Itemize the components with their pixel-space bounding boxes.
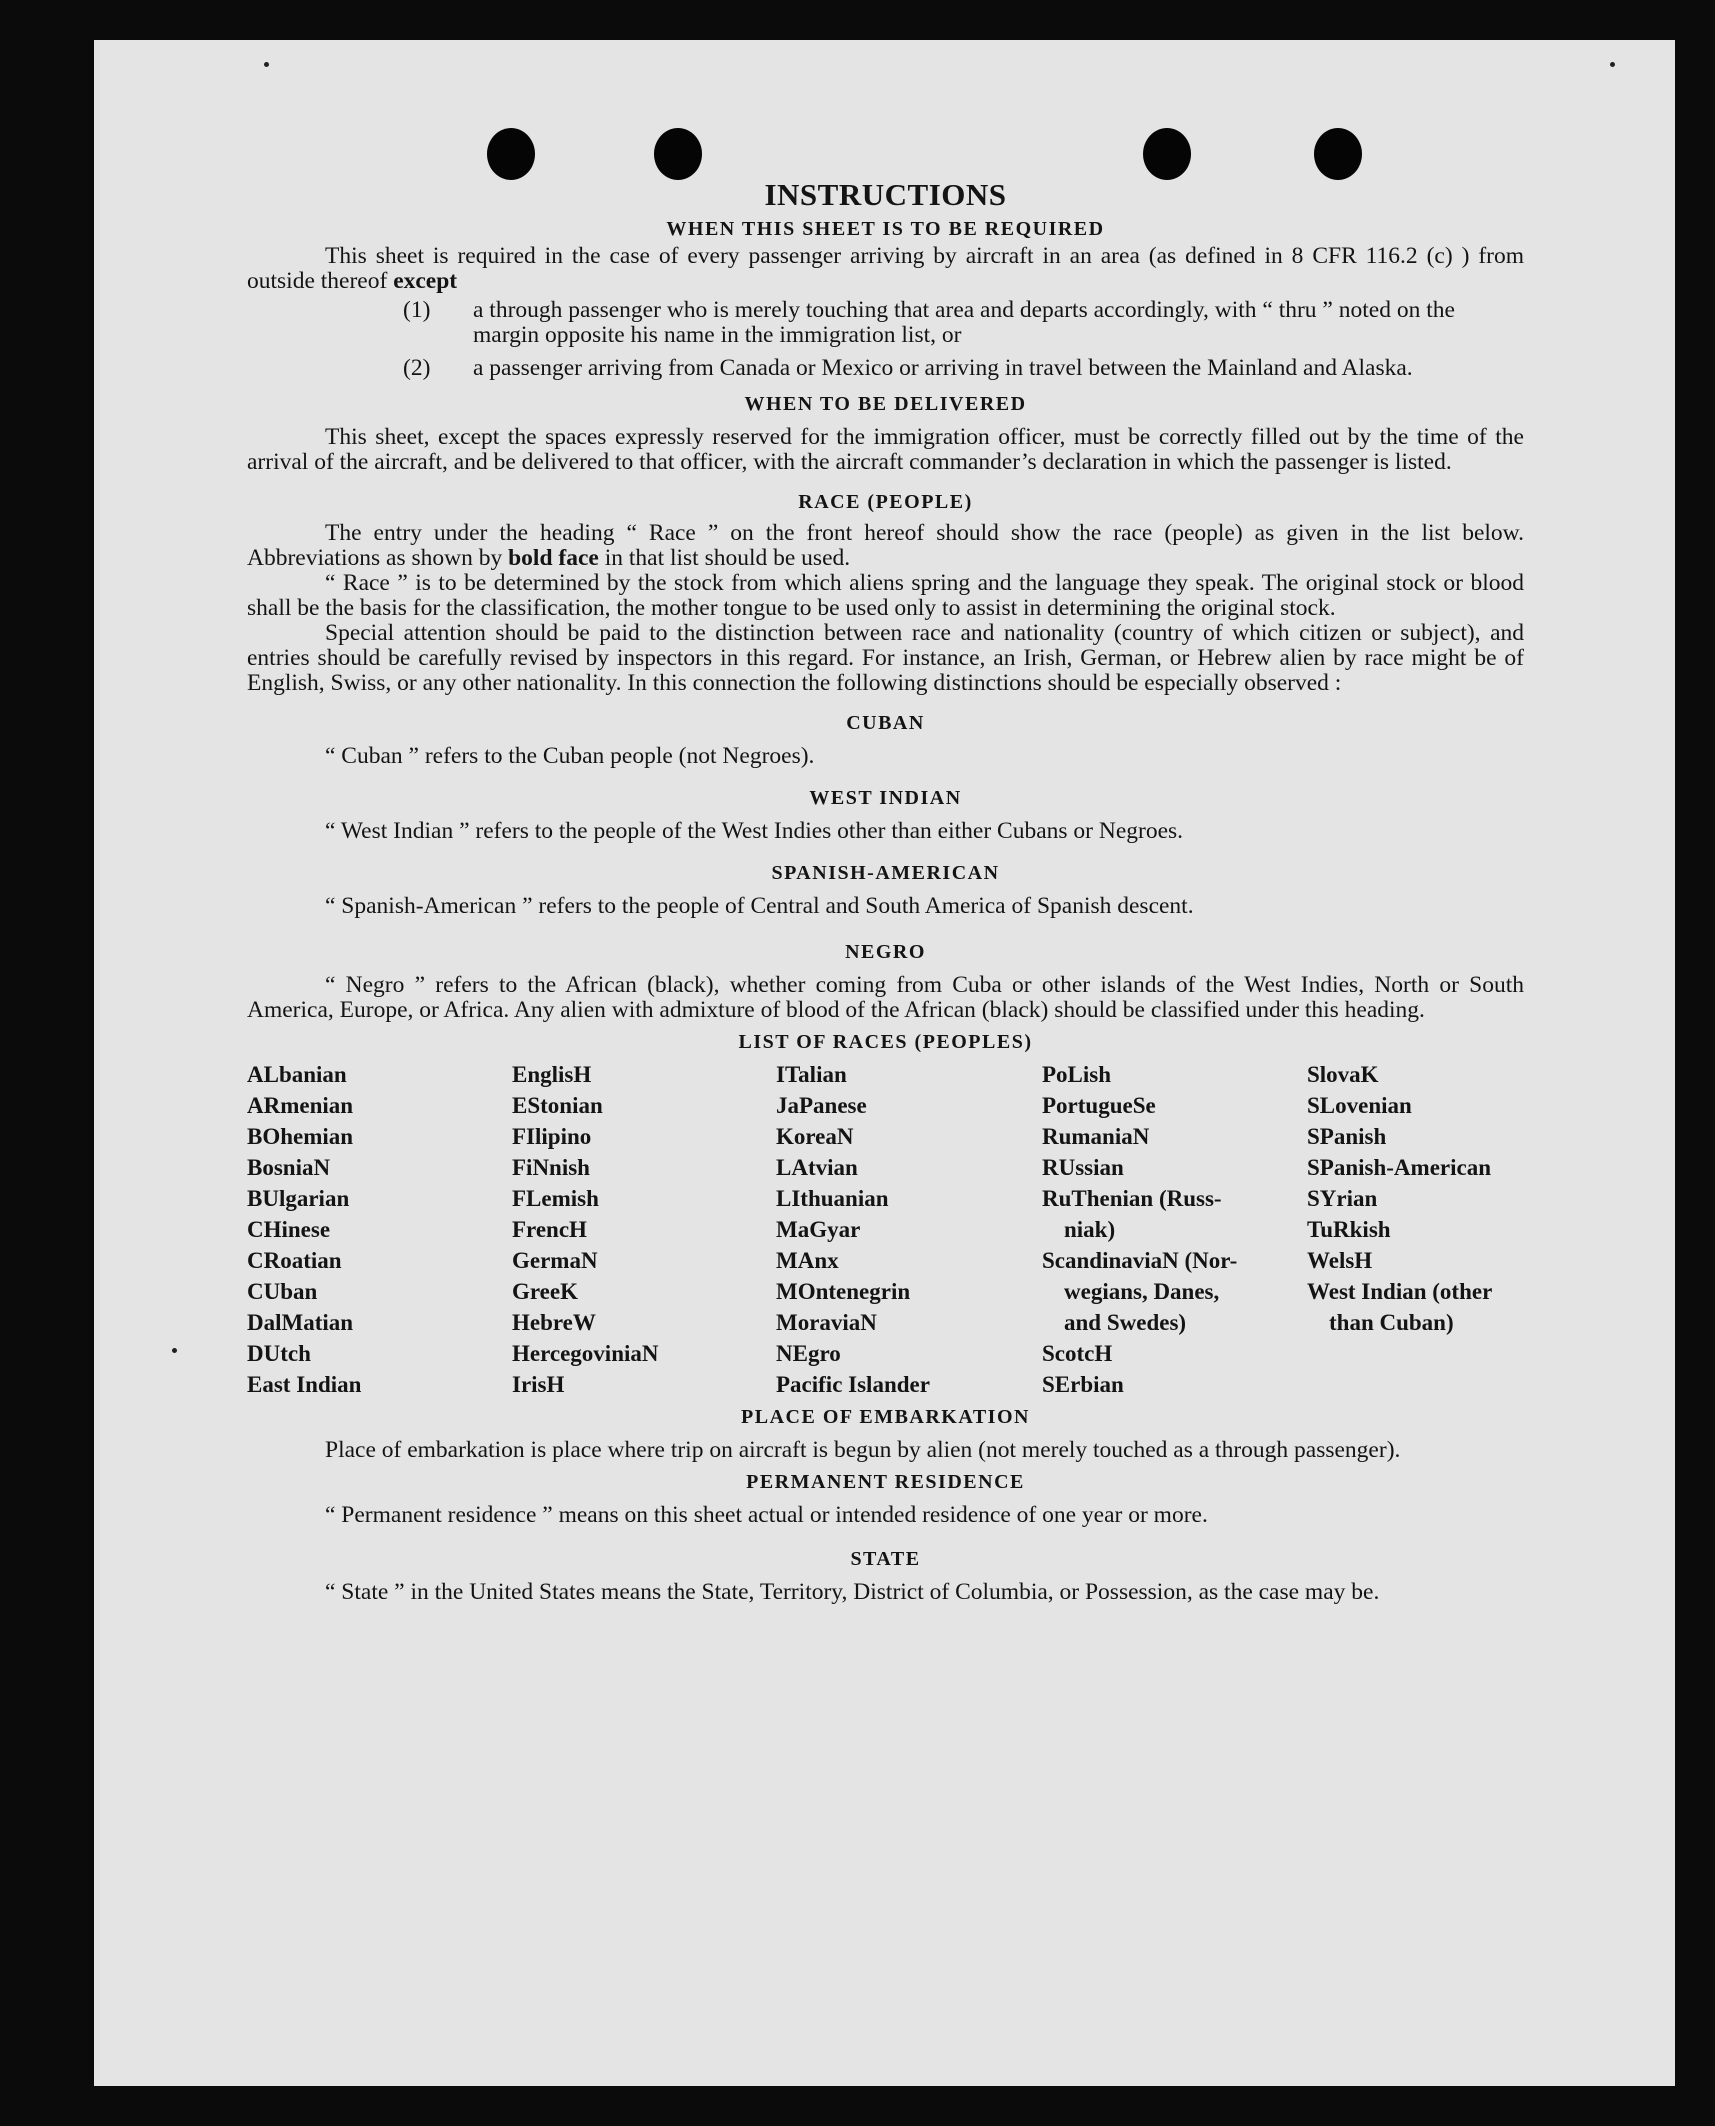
west-indian-text: “ West Indian ” refers to the people of the West Indies other than either Cubans or Negroes. [325, 818, 1184, 844]
embarkation-text: Place of embarkation is place where trip on aircraft is begun by alien (not merely touched as a through passenger). [325, 1437, 1401, 1463]
heading-permanent-residence: PERMANENT RESIDENCE [746, 1471, 1025, 1493]
race-paragraph-3: Special attention should be paid to the distinction between race and nationality (country of which citizen or subject), and entries should be carefully revised by inspectors in this regard. For instance, an Irish, German, or Hebrew alien by race might be of English, Swiss, or any other nationality. In this connection the following distinctions should be especially observed : [247, 620, 1524, 696]
exception-item [247, 356, 1524, 381]
negro-text: “ Negro ” refers to the African (black), whether coming from Cuba or other islands of the West Indies, North or South America, Europe, or Africa. Any alien with admixture of blood of the African (black) should be classified under this heading. [247, 972, 1524, 1023]
heading-embarkation: PLACE OF EMBARKATION [741, 1406, 1030, 1428]
state-text: “ State ” in the United States means the State, Territory, District of Columbia, or Possession, as the case may be. [325, 1579, 1380, 1605]
race-item: SLovenian [1307, 1093, 1412, 1118]
heading-list-of-races: LIST OF RACES (PEOPLES) [738, 1031, 1033, 1053]
races-list [247, 1059, 1524, 1400]
heading-cuban: CUBAN [846, 712, 925, 734]
race-item: SlovaK [1307, 1062, 1379, 1087]
race-item: CUban [247, 1279, 318, 1304]
race-item: IrisH [512, 1372, 565, 1397]
delivered-paragraph: This sheet, except the spaces expressly reserved for the immigration officer, must be correctly filled out by the time of the arrival of the aircraft, and be delivered to that officer, with the aircraft commander’s declaration in which the passenger is listed. [247, 424, 1524, 475]
race-text: in that list should be used. [604, 545, 851, 571]
race-item: FiNnish [512, 1155, 590, 1180]
race-item: SPanish-American [1307, 1155, 1491, 1180]
race-item: ITalian [776, 1062, 847, 1087]
race-item: PoLish [1042, 1062, 1112, 1087]
exception-text: a through passenger who is merely touching that area and departs accordingly, with “ thru ” noted on the margin opposite his name in the immigration list, or [473, 297, 1455, 348]
race-item: NEgro [776, 1341, 841, 1366]
required-paragraph [247, 244, 1524, 294]
heading-race: RACE (PEOPLE) [798, 491, 973, 513]
race-item: CHinese [247, 1217, 331, 1242]
speck [1610, 62, 1615, 67]
race-item: ARmenian [247, 1093, 354, 1118]
race-item: GermaN [512, 1248, 598, 1273]
exception-number: (1) [403, 297, 431, 323]
race-item: MAnx [776, 1248, 839, 1273]
instructions-content [247, 170, 1524, 1605]
cuban-text: “ Cuban ” refers to the Cuban people (not Negroes). [325, 743, 815, 769]
required-except: except [393, 268, 458, 294]
race-paragraph-1 [247, 521, 1524, 571]
race-item: JaPanese [776, 1093, 867, 1118]
race-item: SYrian [1307, 1186, 1378, 1211]
race-item-continuation: than Cuban) [1329, 1310, 1454, 1335]
race-item: ALbanian [247, 1062, 347, 1087]
race-item: LIthuanian [776, 1186, 889, 1211]
heading-west-indian: WEST INDIAN [809, 787, 962, 809]
speck [264, 62, 269, 67]
exception-text: a passenger arriving from Canada or Mexico or arriving in travel between the Mainland and Alaska. [473, 355, 1413, 381]
race-item: SPanish [1307, 1124, 1387, 1149]
heading-negro: NEGRO [845, 941, 926, 963]
races-column [1042, 1059, 1307, 1400]
race-item: HebreW [512, 1310, 596, 1335]
race-text: The entry under the heading “ Race ” on the front hereof should show the race (people) as given in the list below. Abbreviations as shown by [247, 520, 1524, 571]
race-item: RUssian [1042, 1155, 1124, 1180]
race-paragraph-2: “ Race ” is to be determined by the stock from which aliens spring and the language they speak. The original stock or blood shall be the basis for the classification, the mother tongue to be used only to assist in determining the original stock. [247, 570, 1524, 621]
race-item: MoraviaN [776, 1310, 877, 1335]
race-item-continuation: niak) [1064, 1217, 1116, 1242]
race-item: TuRkish [1307, 1217, 1391, 1242]
speck [172, 1348, 177, 1353]
page-title: INSTRUCTIONS [764, 177, 1007, 212]
race-item-continuation: and Swedes) [1064, 1310, 1187, 1335]
exception-number: (2) [403, 355, 431, 381]
race-item: FLemish [512, 1186, 599, 1211]
race-item: MOntenegrin [776, 1279, 911, 1304]
race-item: MaGyar [776, 1217, 861, 1242]
race-item: PortugueSe [1042, 1093, 1156, 1118]
races-column [776, 1059, 1042, 1400]
residence-text: “ Permanent residence ” means on this sheet actual or intended residence of one year or more. [325, 1502, 1208, 1528]
spanish-american-text: “ Spanish-American ” refers to the people of Central and South America of Spanish descent. [325, 893, 1194, 919]
race-item: West Indian (other [1307, 1279, 1493, 1304]
race-item: SErbian [1042, 1372, 1124, 1397]
race-item: KoreaN [776, 1124, 854, 1149]
exception-item [247, 298, 1524, 348]
race-item: ScandinaviaN (Nor- [1042, 1248, 1238, 1273]
race-item: CRoatian [247, 1248, 342, 1273]
race-item: Pacific Islander [776, 1372, 930, 1397]
heading-when-delivered: WHEN TO BE DELIVERED [744, 393, 1027, 415]
race-item: GreeK [512, 1279, 578, 1304]
race-item: RuThenian (Russ- [1042, 1186, 1222, 1211]
race-item: LAtvian [776, 1155, 858, 1180]
race-item: BosniaN [247, 1155, 331, 1180]
race-item: BUlgarian [247, 1186, 350, 1211]
race-item-continuation: wegians, Danes, [1064, 1279, 1220, 1304]
heading-when-required: WHEN THIS SHEET IS TO BE REQUIRED [666, 218, 1105, 240]
race-item: BOhemian [247, 1124, 354, 1149]
race-item: HercegoviniaN [512, 1341, 659, 1366]
race-item: RumaniaN [1042, 1124, 1150, 1149]
race-item: WelsH [1307, 1248, 1373, 1273]
races-column [247, 1059, 512, 1400]
races-column [1307, 1059, 1524, 1400]
required-text: This sheet is required in the case of every passenger arriving by aircraft in an area (as defined in 8 CFR 116.2 (c) ) from outside thereof [247, 243, 1524, 294]
race-item: EStonian [512, 1093, 603, 1118]
race-item: East Indian [247, 1372, 362, 1397]
race-item: FrencH [512, 1217, 587, 1242]
race-item: ScotcH [1042, 1341, 1113, 1366]
race-item: DUtch [247, 1341, 311, 1366]
heading-spanish-american: SPANISH-AMERICAN [771, 862, 1000, 884]
race-item: DalMatian [247, 1310, 354, 1335]
race-item: FIlipino [512, 1124, 592, 1149]
race-item: EnglisH [512, 1062, 592, 1087]
race-bold-face: bold face [508, 545, 599, 571]
races-column [512, 1059, 776, 1400]
heading-state: STATE [850, 1548, 921, 1570]
